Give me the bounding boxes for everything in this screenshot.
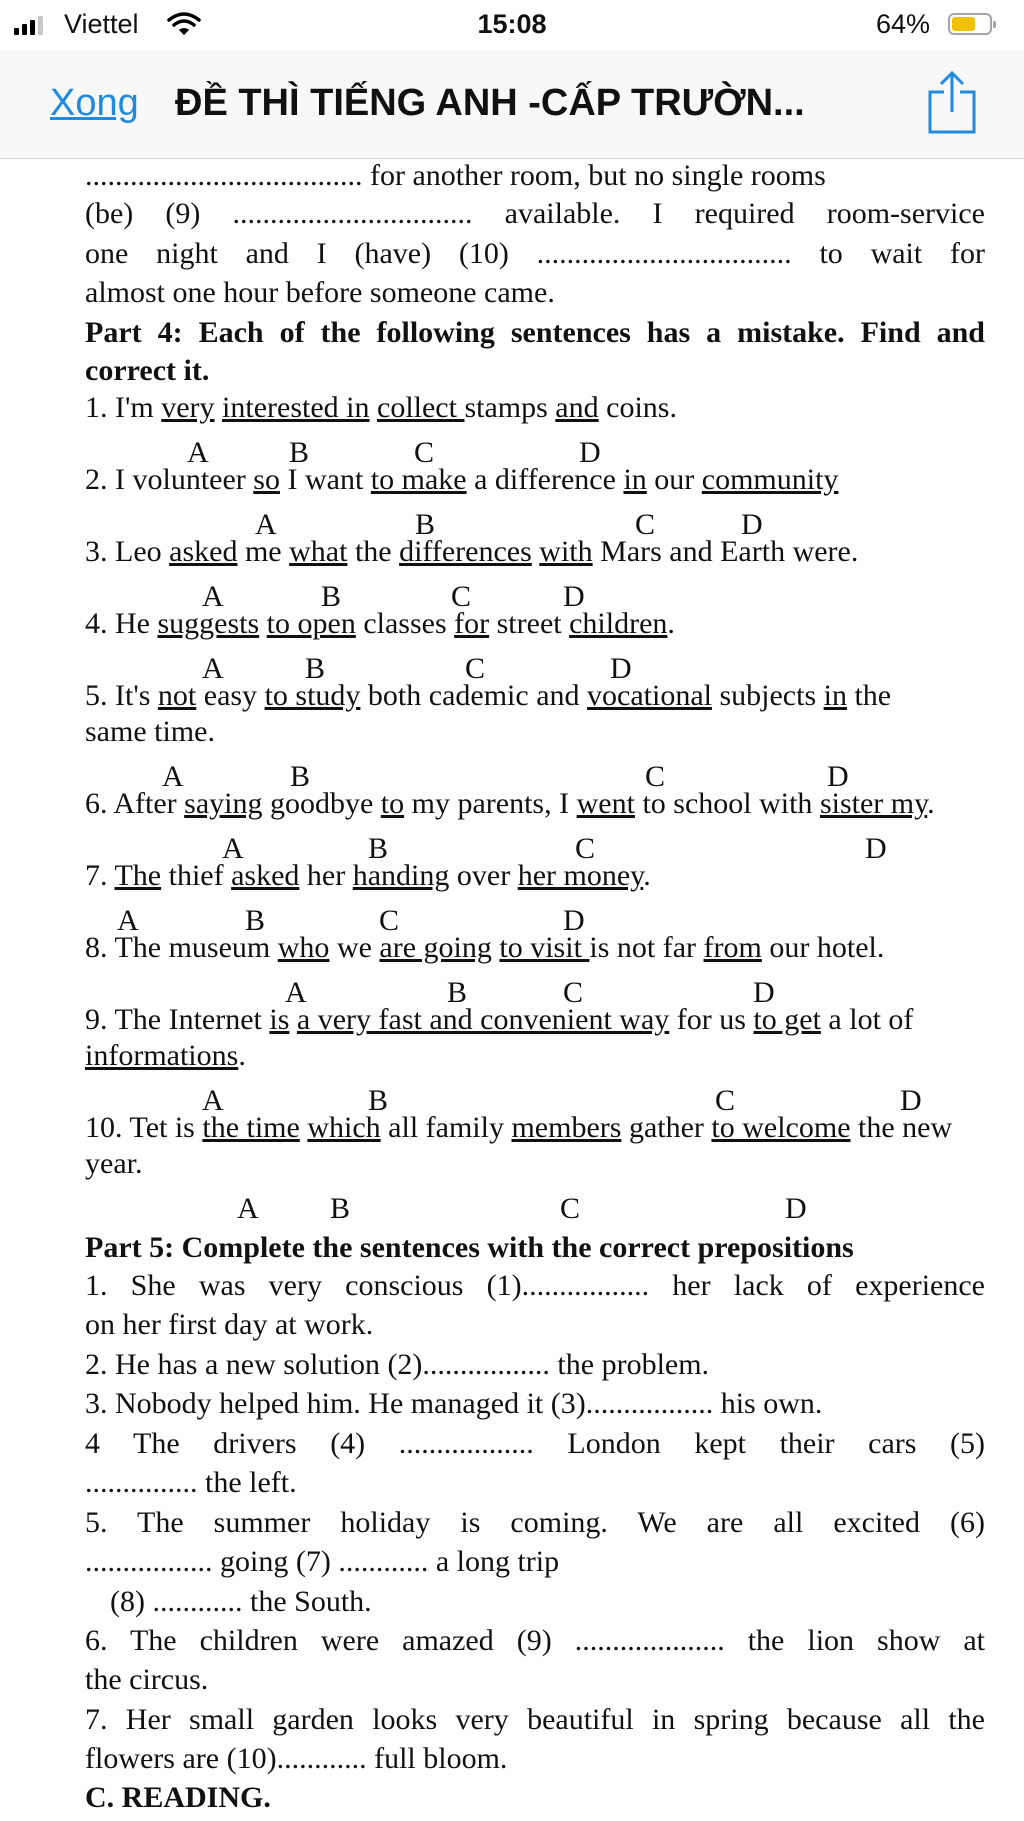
battery-fill bbox=[952, 17, 975, 31]
reading-heading: C. READING. bbox=[85, 1781, 271, 1814]
document-title: ĐỀ THÌ TIẾNG ANH -CẤP TRƯỜN... bbox=[175, 82, 805, 124]
option-letter-b: B bbox=[289, 436, 310, 469]
part4-question-10-line2: year. bbox=[85, 1147, 143, 1180]
part4-question-2: 2. I volunteer so I want to make a difference in our community bbox=[85, 463, 839, 496]
continued-line-3: one night and I (have) (10) .................................. to wait for bbox=[85, 237, 986, 270]
carrier-name: Viettel bbox=[64, 9, 139, 39]
part4-question-1: 1. I'm very interested in collect stamps and coins. bbox=[85, 391, 677, 424]
option-letter-c: C bbox=[575, 832, 596, 865]
option-letter-d: D bbox=[865, 832, 887, 865]
option-letter-d: D bbox=[610, 652, 632, 685]
part5-sentence-7: 7. Her small garden looks very beautiful in spring because all the bbox=[85, 1703, 985, 1736]
option-letter-a: A bbox=[202, 580, 224, 613]
option-letter-b: B bbox=[368, 832, 389, 865]
part5-sentence-6: 6. The children were amazed (9) .................... the lion show at bbox=[85, 1624, 985, 1657]
option-letter-a: A bbox=[187, 436, 209, 469]
option-letter-c: C bbox=[635, 508, 656, 541]
part4-question-7: 7. The thief asked her handing over her money. bbox=[85, 859, 651, 892]
part5-sentence-4: 4 The drivers (4) .................. London kept their cars (5) bbox=[85, 1427, 986, 1460]
part5-heading: Part 5: Complete the sentences with the correct prepositions bbox=[85, 1231, 854, 1264]
option-letter-a: A bbox=[237, 1192, 259, 1225]
option-letter-c: C bbox=[645, 760, 666, 793]
option-letter-c: C bbox=[563, 976, 584, 1009]
option-letter-b: B bbox=[290, 760, 311, 793]
option-letter-b: B bbox=[245, 904, 266, 937]
share-icon[interactable] bbox=[924, 70, 980, 134]
option-letter-d: D bbox=[563, 580, 585, 613]
option-letter-c: C bbox=[379, 904, 400, 937]
part5-sentence-1-line2: on her first day at work. bbox=[85, 1308, 374, 1341]
option-letter-a: A bbox=[255, 508, 277, 541]
option-letter-c: C bbox=[465, 652, 486, 685]
option-letter-a: A bbox=[117, 904, 139, 937]
continued-line-1: ..................................... for another room, but no single rooms bbox=[85, 159, 826, 192]
part5-sentence-2: 2. He has a new solution (2)................. the problem. bbox=[85, 1348, 710, 1381]
battery-tip bbox=[993, 21, 996, 28]
blank-dots: ..................................... bbox=[85, 159, 363, 192]
part5-sentence-6-line2: the circus. bbox=[85, 1663, 209, 1696]
navigation-bar bbox=[0, 50, 1024, 159]
part5-sentence-7-line2: flowers are (10)............ full bloom. bbox=[85, 1742, 508, 1775]
option-letter-a: A bbox=[202, 1084, 224, 1117]
continued-line-2: (be) (9) ................................ available. I required room-service bbox=[85, 197, 985, 230]
option-letter-a: A bbox=[222, 832, 244, 865]
option-letter-b: B bbox=[447, 976, 468, 1009]
option-letter-c: C bbox=[560, 1192, 581, 1225]
continued-line-4: almost one hour before someone came. bbox=[85, 276, 555, 309]
option-letter-c: C bbox=[715, 1084, 736, 1117]
part4-question-6: 6. After saying goodbye to my parents, I went to school with sister my. bbox=[85, 787, 935, 820]
done-button[interactable]: Xong bbox=[50, 82, 139, 124]
part5-sentence-1: 1. She was very conscious (1)................. her lack of experience bbox=[85, 1269, 985, 1302]
option-letter-d: D bbox=[563, 904, 585, 937]
part4-question-5-line2: same time. bbox=[85, 715, 215, 748]
part5-sentence-3: 3. Nobody helped him. He managed it (3)................. his own. bbox=[85, 1387, 823, 1420]
option-letter-b: B bbox=[330, 1192, 351, 1225]
part4-question-8: 8. The museum who we are going to visit is not far from our hotel. bbox=[85, 931, 885, 964]
option-letter-d: D bbox=[827, 760, 849, 793]
option-letter-c: C bbox=[414, 436, 435, 469]
part5-sentence-5-line2: ................. going (7) ............ a long trip bbox=[85, 1545, 560, 1578]
option-letter-a: A bbox=[285, 976, 307, 1009]
status-bar bbox=[0, 0, 1024, 50]
part4-question-9: 9. The Internet is a very fast and convenient way for us to get a lot of bbox=[85, 1003, 914, 1036]
option-letter-c: C bbox=[451, 580, 472, 613]
option-letter-d: D bbox=[785, 1192, 807, 1225]
option-letter-d: D bbox=[753, 976, 775, 1009]
option-letter-a: A bbox=[162, 760, 184, 793]
option-letter-b: B bbox=[305, 652, 326, 685]
part4-question-10: 10. Tet is the time which all family members gather to welcome the new bbox=[85, 1111, 953, 1144]
option-letter-d: D bbox=[741, 508, 763, 541]
option-letter-b: B bbox=[415, 508, 436, 541]
part5-sentence-5-line3: (8) ............ the South. bbox=[110, 1585, 372, 1618]
battery-icon bbox=[948, 13, 992, 35]
option-letter-d: D bbox=[579, 436, 601, 469]
part4-heading-line2: correct it. bbox=[85, 354, 210, 387]
part4-question-9-line2: informations. bbox=[85, 1039, 246, 1072]
part5-sentence-4-line2: ............... the left. bbox=[85, 1466, 297, 1499]
part4-question-5: 5. It's not easy to study both cademic and vocational subjects in the bbox=[85, 679, 892, 712]
option-letter-b: B bbox=[321, 580, 342, 613]
option-letter-a: A bbox=[202, 652, 224, 685]
option-letter-b: B bbox=[368, 1084, 389, 1117]
part4-heading: Part 4: Each of the following sentences has a mistake. Find and bbox=[85, 316, 985, 349]
battery-percentage: 64% bbox=[876, 9, 931, 39]
part4-question-4: 4. He suggests to open classes for street children. bbox=[85, 607, 675, 640]
option-letter-d: D bbox=[900, 1084, 922, 1117]
part5-sentence-5: 5. The summer holiday is coming. We are all excited (6) bbox=[85, 1506, 985, 1539]
clock: 15:08 bbox=[477, 9, 547, 39]
part4-question-3: 3. Leo asked me what the differences with Mars and Earth were. bbox=[85, 535, 859, 568]
